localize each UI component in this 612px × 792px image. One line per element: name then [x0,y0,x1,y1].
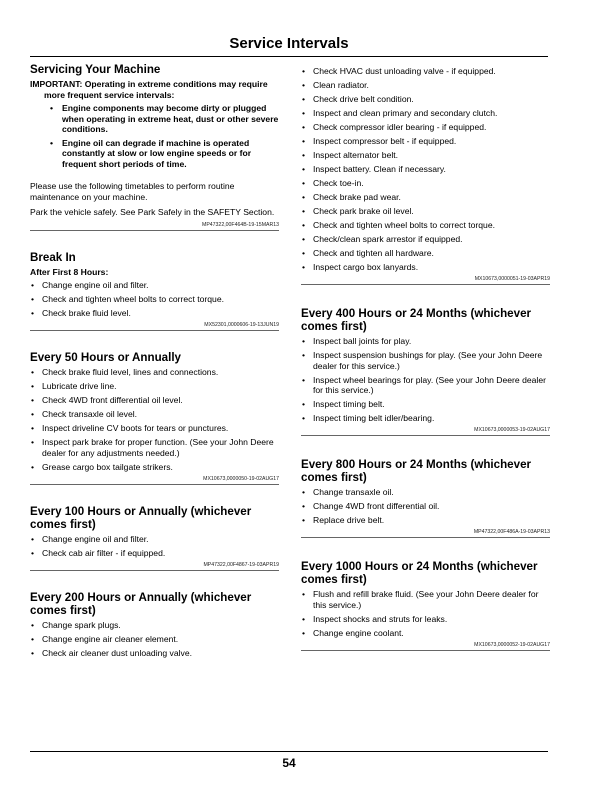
list-item: • Inspect park brake for proper function. (See your John Deere dealer for any adjustments needed.) [31,437,274,458]
section-heading: Every 50 Hours or Annually [30,351,181,364]
page-number: 54 [282,756,296,770]
section-heading: Every 100 Hours or Annually (whichever comes first) [30,504,252,531]
item-list [30,620,279,659]
list-item: • Change spark plugs. [31,619,121,630]
page-title: Service Intervals [229,35,349,52]
reference-code: MP47322,00F464B-19-15MAR13 [30,222,279,231]
reference-code: MX10673,0000052-19-02AUG17 [301,642,550,651]
list-item: • Clean radiator. [302,80,369,90]
list-item: • Engine oil can degrade if machine is operated constantly at slow or low engine speeds or for frequent short periods of time. [50,137,252,169]
reference-code: MX52301,0000606-19-13JUN19 [30,322,279,331]
item-list [301,589,550,638]
list-item: • Check and tighten wheel bolts to correct torque. [302,220,496,230]
list-item: • Flush and refill brake fluid. (See your John Deere dealer for this service.) [302,589,539,610]
list-item: • Check brake fluid level, lines and connections. [31,367,219,377]
list-item: • Change engine coolant. [302,627,404,638]
list-item: • Check brake pad wear. [302,192,401,202]
list-item: • Change 4WD front differential oil. [302,501,440,511]
list-item: • Replace drive belt. [302,515,385,525]
important-bullets [30,103,279,169]
list-item: • Inspect and clean primary and secondary clutch. [302,108,498,118]
list-item: • Check brake fluid level. [31,308,131,318]
section-400-hours [301,307,550,436]
reference-code: MP47322,00F486A-19-03APR13 [301,529,550,538]
list-item: • Change engine oil and filter. [31,280,149,290]
reference-code: MX10673,0000050-19-02AUG17 [30,476,279,485]
list-item: • Grease cargo box tailgate strikers. [31,461,173,472]
left-column [30,63,279,662]
important-notice: IMPORTANT: Operating in extreme conditions may require more frequent service intervals: [30,79,268,100]
section-break-in [30,251,279,331]
section-heading: Every 200 Hours or Annually (whichever comes first) [30,590,252,617]
list-item: • Inspect driveline CV boots for tears or punctures. [31,423,229,433]
section-servicing [30,63,279,231]
section-heading: Every 800 Hours or 24 Months (whichever comes first) [301,458,532,484]
reference-code: MP47322,00F4867-19-03APR19 [30,562,279,571]
list-item: • Check toe-in. [302,178,364,188]
reference-code: MX10673,0000053-19-02AUG17 [301,427,550,436]
list-item: • Engine components may become dirty or plugged when operating in extreme heat, dust or other severe conditions. [50,103,279,134]
paragraph: Please use the following timetables to perform routine maintenance on your machine. [30,181,235,202]
list-item: • Lubricate drive line. [31,381,117,391]
list-item: • Change engine oil and filter. [31,533,149,544]
list-item: • Inspect timing belt. [302,399,385,409]
header-divider [30,56,548,57]
list-item: • Check drive belt condition. [302,94,414,104]
list-item: • Inspect suspension bushings for play. (See your John Deere dealer for this service.) [302,350,543,371]
list-item: • Check park brake oil level. [302,206,414,216]
list-item: • Inspect ball joints for play. [302,336,412,346]
section-800-hours [301,458,550,538]
list-item: • Check transaxle oil level. [31,409,138,419]
paragraph: Park the vehicle safely. See Park Safely in the SAFETY Section. [30,207,275,217]
section-200-hours-continued [301,66,550,285]
list-item: • Check compressor idler bearing - if equipped. [302,122,487,132]
list-item: • Change transaxle oil. [302,487,394,497]
footer-divider [30,751,548,752]
subheading: After First 8 Hours: [30,267,109,277]
reference-code: MX10673,0000051-19-03APR19 [301,276,550,285]
list-item: • Inspect shocks and struts for leaks. [302,613,448,624]
list-item: • Inspect timing belt idler/bearing. [302,413,435,423]
list-item: • Check air cleaner dust unloading valve. [31,647,193,658]
section-50-hours [30,351,279,485]
list-item: • Check HVAC dust unloading valve - if equipped. [302,66,496,76]
section-200-hours [30,591,279,659]
section-100-hours [30,505,279,571]
section-heading: Servicing Your Machine [30,63,161,76]
list-item: • Change engine air cleaner element. [31,633,179,644]
list-item: • Inspect cargo box lanyards. [302,262,419,272]
item-list [30,534,279,559]
list-item: • Check and tighten all hardware. [302,248,434,258]
item-list [30,367,279,472]
list-item: • Check cab air filter - if equipped. [31,547,166,558]
list-item: • Check and tighten wheel bolts to correct torque. [31,294,225,304]
list-item: • Inspect wheel bearings for play. (See your John Deere dealer for this service.) [302,374,546,395]
item-list [301,66,550,273]
section-1000-hours [301,560,550,651]
list-item: • Check/clean spark arrestor if equipped. [302,234,463,244]
section-heading: Every 400 Hours or 24 Months (whichever comes first) [301,307,532,333]
section-heading: Every 1000 Hours or 24 Months (whichever comes first) [301,560,538,586]
item-list [301,336,550,424]
list-item: • Check 4WD front differential oil level. [31,395,183,405]
list-item: • Inspect compressor belt - if equipped. [302,136,457,146]
item-list [301,487,550,526]
list-item: • Inspect alternator belt. [302,150,399,160]
list-item: • Inspect battery. Clean if necessary. [302,164,446,174]
section-heading: Break In [30,251,76,264]
item-list [30,280,279,319]
right-column [301,66,550,651]
